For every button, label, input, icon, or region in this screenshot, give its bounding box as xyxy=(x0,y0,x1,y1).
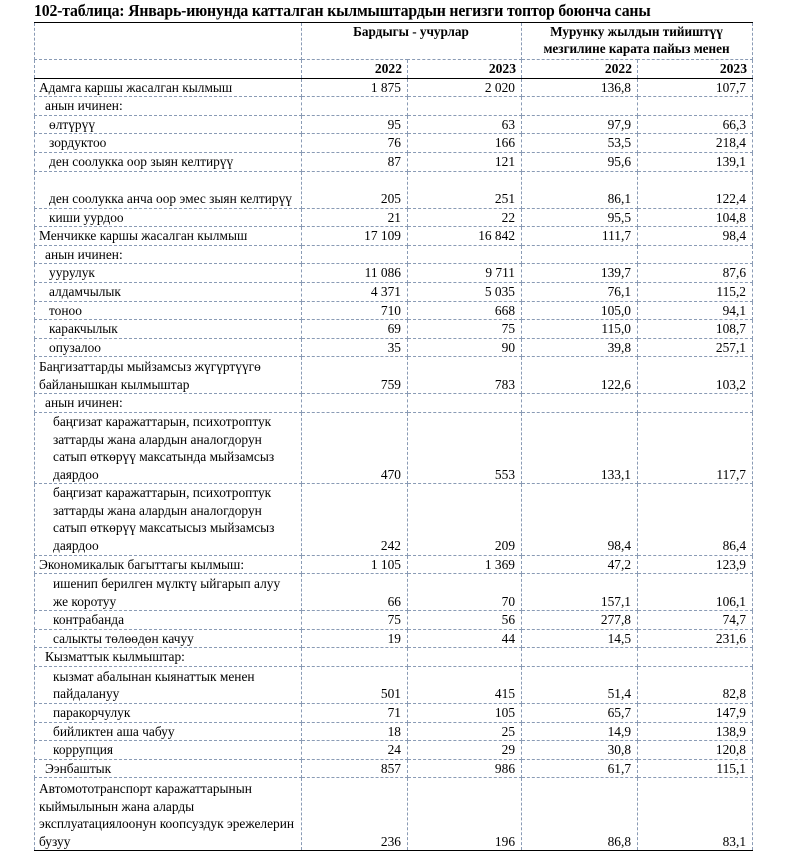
row-label: ден соолукка оор зыян келтирүү xyxy=(35,152,302,171)
value-total-2022: 242 xyxy=(302,484,408,555)
table-row xyxy=(35,338,753,357)
table-row xyxy=(35,611,753,630)
table-row xyxy=(35,394,753,413)
row-label: анын ичинен: xyxy=(35,245,302,264)
value-percent-2023: 123,9 xyxy=(638,555,753,574)
table-row xyxy=(35,722,753,741)
value-total-2022: 69 xyxy=(302,320,408,339)
value-total-2023: 56 xyxy=(408,611,522,630)
row-label: киши уурдоо xyxy=(35,208,302,227)
value-percent-2022: 14,5 xyxy=(522,629,638,648)
value-total-2022: 35 xyxy=(302,338,408,357)
row-label: алдамчылык xyxy=(35,282,302,301)
row-label: анын ичинен: xyxy=(35,97,302,116)
value-percent-2023: 257,1 xyxy=(638,338,753,357)
table-row xyxy=(35,629,753,648)
value-percent-2023: 87,6 xyxy=(638,264,753,283)
value-total-2023: 63 xyxy=(408,115,522,134)
value-percent-2022: 61,7 xyxy=(522,759,638,778)
value-total-2022: 4 371 xyxy=(302,282,408,301)
table-row xyxy=(35,357,753,394)
value-percent-2023: 231,6 xyxy=(638,629,753,648)
value-percent-2023: 86,4 xyxy=(638,484,753,555)
value-percent-2023: 82,8 xyxy=(638,667,753,704)
value-percent-2022: 95,5 xyxy=(522,208,638,227)
value-total-2022: 24 xyxy=(302,741,408,760)
value-total-2023: 553 xyxy=(408,412,522,483)
table-body xyxy=(35,78,753,851)
value-percent-2023: 147,9 xyxy=(638,704,753,723)
value-total-2022: 236 xyxy=(302,778,408,851)
header-group-percent-line1: Мурунку жылдын тийиштүү xyxy=(550,24,723,39)
value-percent-2022: 98,4 xyxy=(522,484,638,555)
value-total-2022: 1 875 xyxy=(302,78,408,97)
row-label: паракорчулук xyxy=(35,704,302,723)
value-percent-2022: 277,8 xyxy=(522,611,638,630)
value-total-2023: 415 xyxy=(408,667,522,704)
value-total-2022: 19 xyxy=(302,629,408,648)
value-percent-2022: 51,4 xyxy=(522,667,638,704)
row-label: контрабанда xyxy=(35,611,302,630)
value-percent-2022: 105,0 xyxy=(522,301,638,320)
value-total-2023 xyxy=(408,394,522,413)
value-percent-2022: 111,7 xyxy=(522,227,638,246)
table-row xyxy=(35,412,753,483)
row-label: Менчикке каршы жасалган кылмыш xyxy=(35,227,302,246)
table-row xyxy=(35,741,753,760)
value-percent-2023: 115,1 xyxy=(638,759,753,778)
value-percent-2022 xyxy=(522,648,638,667)
value-total-2023: 196 xyxy=(408,778,522,851)
value-percent-2022: 14,9 xyxy=(522,722,638,741)
table-row xyxy=(35,667,753,704)
value-percent-2022 xyxy=(522,245,638,264)
value-percent-2022 xyxy=(522,97,638,116)
value-percent-2022: 115,0 xyxy=(522,320,638,339)
value-total-2023: 121 xyxy=(408,152,522,171)
row-label: зордуктоо xyxy=(35,134,302,153)
row-label: Кызматтык кылмыштар: xyxy=(35,648,302,667)
row-label: салыкты төлөөдөн качуу xyxy=(35,629,302,648)
row-label: Автомототранспорт каражаттарынын кыймылынын жана аларды эксплуатациялоонун коопсуздук эрежелерин бузуу xyxy=(35,778,302,851)
row-label: өлтүрүү xyxy=(35,115,302,134)
value-percent-2023: 120,8 xyxy=(638,741,753,760)
value-total-2022: 710 xyxy=(302,301,408,320)
value-percent-2023: 104,8 xyxy=(638,208,753,227)
row-label: кызмат абалынан кыянаттык менен пайдалануу xyxy=(35,667,302,704)
table-row xyxy=(35,152,753,171)
value-total-2023: 166 xyxy=(408,134,522,153)
value-total-2022: 17 109 xyxy=(302,227,408,246)
value-percent-2022: 76,1 xyxy=(522,282,638,301)
value-total-2022: 759 xyxy=(302,357,408,394)
value-percent-2022: 136,8 xyxy=(522,78,638,97)
value-total-2023: 105 xyxy=(408,704,522,723)
header-year: 2023 xyxy=(638,60,753,79)
header-empty-cell xyxy=(35,23,302,60)
value-total-2023: 783 xyxy=(408,357,522,394)
value-percent-2022: 39,8 xyxy=(522,338,638,357)
value-total-2023: 986 xyxy=(408,759,522,778)
table-row xyxy=(35,301,753,320)
table-row xyxy=(35,648,753,667)
value-percent-2023: 117,7 xyxy=(638,412,753,483)
value-total-2022: 95 xyxy=(302,115,408,134)
row-label: бийликтен аша чабуу xyxy=(35,722,302,741)
value-total-2023: 29 xyxy=(408,741,522,760)
value-percent-2023: 122,4 xyxy=(638,171,753,208)
table-row xyxy=(35,171,753,208)
row-label: ден соолукка анча оор эмес зыян келтирүү xyxy=(35,171,302,208)
table-row xyxy=(35,282,753,301)
value-percent-2023: 74,7 xyxy=(638,611,753,630)
crime-statistics-table xyxy=(34,22,753,851)
header-row-groups xyxy=(35,23,753,60)
row-label: Ээнбаштык xyxy=(35,759,302,778)
value-total-2023: 70 xyxy=(408,574,522,611)
value-percent-2023 xyxy=(638,394,753,413)
value-total-2022: 87 xyxy=(302,152,408,171)
table-title: 102-таблица: Январь-июнунда катталган кылмыштардын негизги топтор боюнча саны xyxy=(34,1,651,20)
header-group-total: Бардыгы - учурлар xyxy=(302,23,522,60)
value-total-2022: 205 xyxy=(302,171,408,208)
header-empty-cell xyxy=(35,60,302,79)
value-percent-2023: 94,1 xyxy=(638,301,753,320)
table-row xyxy=(35,264,753,283)
row-label: Экономикалык багыттагы кылмыш: xyxy=(35,555,302,574)
value-percent-2023: 107,7 xyxy=(638,78,753,97)
header-year: 2022 xyxy=(302,60,408,79)
value-total-2022: 18 xyxy=(302,722,408,741)
value-percent-2023: 218,4 xyxy=(638,134,753,153)
value-percent-2023: 139,1 xyxy=(638,152,753,171)
value-total-2023: 668 xyxy=(408,301,522,320)
table-row xyxy=(35,759,753,778)
table-row xyxy=(35,208,753,227)
value-total-2023: 209 xyxy=(408,484,522,555)
value-percent-2023 xyxy=(638,97,753,116)
value-percent-2023: 98,4 xyxy=(638,227,753,246)
row-label: Баңгизаттарды мыйзамсыз жүгүртүүгө байланышкан кылмыштар xyxy=(35,357,302,394)
header-year: 2023 xyxy=(408,60,522,79)
value-total-2022 xyxy=(302,97,408,116)
value-percent-2022: 53,5 xyxy=(522,134,638,153)
row-label: уурулук xyxy=(35,264,302,283)
value-percent-2023: 115,2 xyxy=(638,282,753,301)
value-percent-2022: 65,7 xyxy=(522,704,638,723)
value-total-2022: 11 086 xyxy=(302,264,408,283)
value-percent-2022: 30,8 xyxy=(522,741,638,760)
table-row xyxy=(35,484,753,555)
header-year: 2022 xyxy=(522,60,638,79)
value-total-2022: 501 xyxy=(302,667,408,704)
value-percent-2023: 138,9 xyxy=(638,722,753,741)
value-percent-2023: 108,7 xyxy=(638,320,753,339)
value-total-2023: 16 842 xyxy=(408,227,522,246)
value-total-2023: 25 xyxy=(408,722,522,741)
table-row xyxy=(35,134,753,153)
row-label: ишенип берилген мүлктү ыйгарып алуу же коротуу xyxy=(35,574,302,611)
value-percent-2023: 66,3 xyxy=(638,115,753,134)
value-percent-2023: 103,2 xyxy=(638,357,753,394)
row-label: опузалоо xyxy=(35,338,302,357)
value-percent-2022: 122,6 xyxy=(522,357,638,394)
value-percent-2022: 157,1 xyxy=(522,574,638,611)
value-percent-2022: 97,9 xyxy=(522,115,638,134)
row-label: коррупция xyxy=(35,741,302,760)
value-total-2023: 75 xyxy=(408,320,522,339)
row-label: баңгизат каражаттарын, психотроптук заттарды жана алардын аналогдорун сатып өткөрүү максатында мыйзамсыз даярдоо xyxy=(35,412,302,483)
table-row xyxy=(35,245,753,264)
value-total-2022: 76 xyxy=(302,134,408,153)
table-row xyxy=(35,97,753,116)
row-label: тоноо xyxy=(35,301,302,320)
table-row xyxy=(35,78,753,97)
value-total-2022 xyxy=(302,394,408,413)
row-label: анын ичинен: xyxy=(35,394,302,413)
value-total-2023 xyxy=(408,245,522,264)
value-total-2023 xyxy=(408,97,522,116)
value-total-2023: 5 035 xyxy=(408,282,522,301)
row-label: каракчылык xyxy=(35,320,302,339)
value-percent-2022: 133,1 xyxy=(522,412,638,483)
value-total-2022: 66 xyxy=(302,574,408,611)
value-total-2022 xyxy=(302,245,408,264)
value-percent-2022: 139,7 xyxy=(522,264,638,283)
header-group-percent xyxy=(522,23,753,60)
value-total-2023: 2 020 xyxy=(408,78,522,97)
value-total-2023 xyxy=(408,648,522,667)
value-percent-2023 xyxy=(638,245,753,264)
value-total-2023: 90 xyxy=(408,338,522,357)
value-total-2022 xyxy=(302,648,408,667)
row-label: Адамга каршы жасалган кылмыш xyxy=(35,78,302,97)
value-total-2022: 75 xyxy=(302,611,408,630)
value-percent-2023 xyxy=(638,648,753,667)
value-percent-2022: 47,2 xyxy=(522,555,638,574)
value-percent-2022: 95,6 xyxy=(522,152,638,171)
value-total-2022: 71 xyxy=(302,704,408,723)
row-label: баңгизат каражаттарын, психотроптук заттарды жана алардын аналогдорун сатып өткөрүү максатысыз мыйзамсыз даярдоо xyxy=(35,484,302,555)
value-total-2023: 251 xyxy=(408,171,522,208)
value-percent-2022: 86,8 xyxy=(522,778,638,851)
table-row xyxy=(35,704,753,723)
table-row xyxy=(35,555,753,574)
value-total-2023: 44 xyxy=(408,629,522,648)
table-row xyxy=(35,115,753,134)
table-row xyxy=(35,227,753,246)
header-group-percent-line2: мезгилине карата пайыз менен xyxy=(543,41,730,56)
value-total-2022: 1 105 xyxy=(302,555,408,574)
value-total-2023: 9 711 xyxy=(408,264,522,283)
table-row xyxy=(35,320,753,339)
value-percent-2023: 106,1 xyxy=(638,574,753,611)
value-percent-2022 xyxy=(522,394,638,413)
table-row xyxy=(35,574,753,611)
value-percent-2022: 86,1 xyxy=(522,171,638,208)
value-total-2022: 470 xyxy=(302,412,408,483)
header-row-years xyxy=(35,60,753,79)
value-percent-2023: 83,1 xyxy=(638,778,753,851)
value-total-2023: 22 xyxy=(408,208,522,227)
value-total-2023: 1 369 xyxy=(408,555,522,574)
value-total-2022: 857 xyxy=(302,759,408,778)
value-total-2022: 21 xyxy=(302,208,408,227)
table-row xyxy=(35,778,753,851)
